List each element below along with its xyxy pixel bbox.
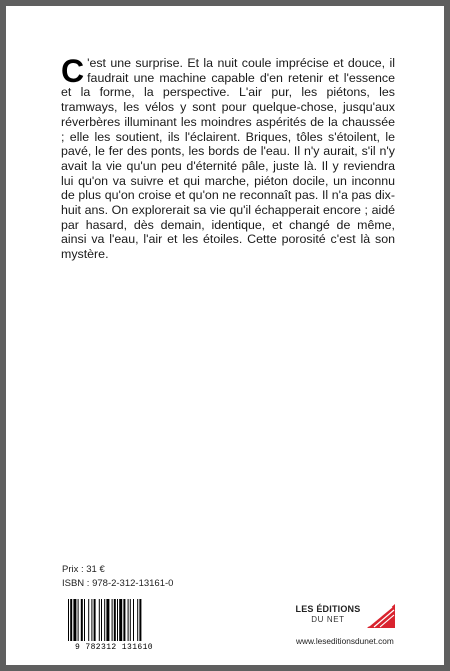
blurb-paragraph: [61, 53, 395, 262]
publisher-name-line1: LES ÉDITIONS: [295, 604, 361, 614]
blurb-dropcap: C: [61, 53, 85, 89]
blurb-text: 'est une surprise. Et la nuit coule imprécise et douce, il faudrait une machine capable d'en retenir et l'essence et la forme, la perspective. L'air pur, les piétons, les tramways, les vélos y sont pour quelque-chose, jusqu'aux réverbères illuminant les moindres aspérités de la chaussée ; elle les soutient, ils l'éclairent. Briques, tôles s'étoilent, le pavé, le fer des ponts, les bords de l'eau. Il n'y aurait, s'il n'y avait la vie qu'un peu d'éternité pâle, juste là. Il y reviendra lui qu'on va suivre et qui marche, piéton docile, un inconnu de plus qu'on croise et qu'on ne reconnaît pas. Il n'a pas dix-huit ans. On explorerait sa vie qu'il échapperait encore ; aidé par hasard, dès demain, identique, et changé de même, ainsi va l'eau, l'air et les étoiles. Cette porosité c'est là son mystère.: [61, 56, 395, 262]
isbn-barcode: [62, 596, 166, 654]
price-label: Prix : 31 €: [62, 564, 105, 575]
isbn-label: ISBN : 978-2-312-13161-0: [62, 578, 174, 589]
barcode-bars-graphic: [62, 596, 166, 642]
back-cover-page: [6, 6, 444, 665]
red-book-pages-icon: [365, 602, 397, 630]
publisher-logo: [291, 602, 401, 630]
publisher-website: www.leseditionsdunet.com: [296, 636, 394, 646]
publisher-name-line2: DU NET: [311, 615, 345, 624]
barcode-digits: 9 782312 131610: [74, 643, 153, 652]
